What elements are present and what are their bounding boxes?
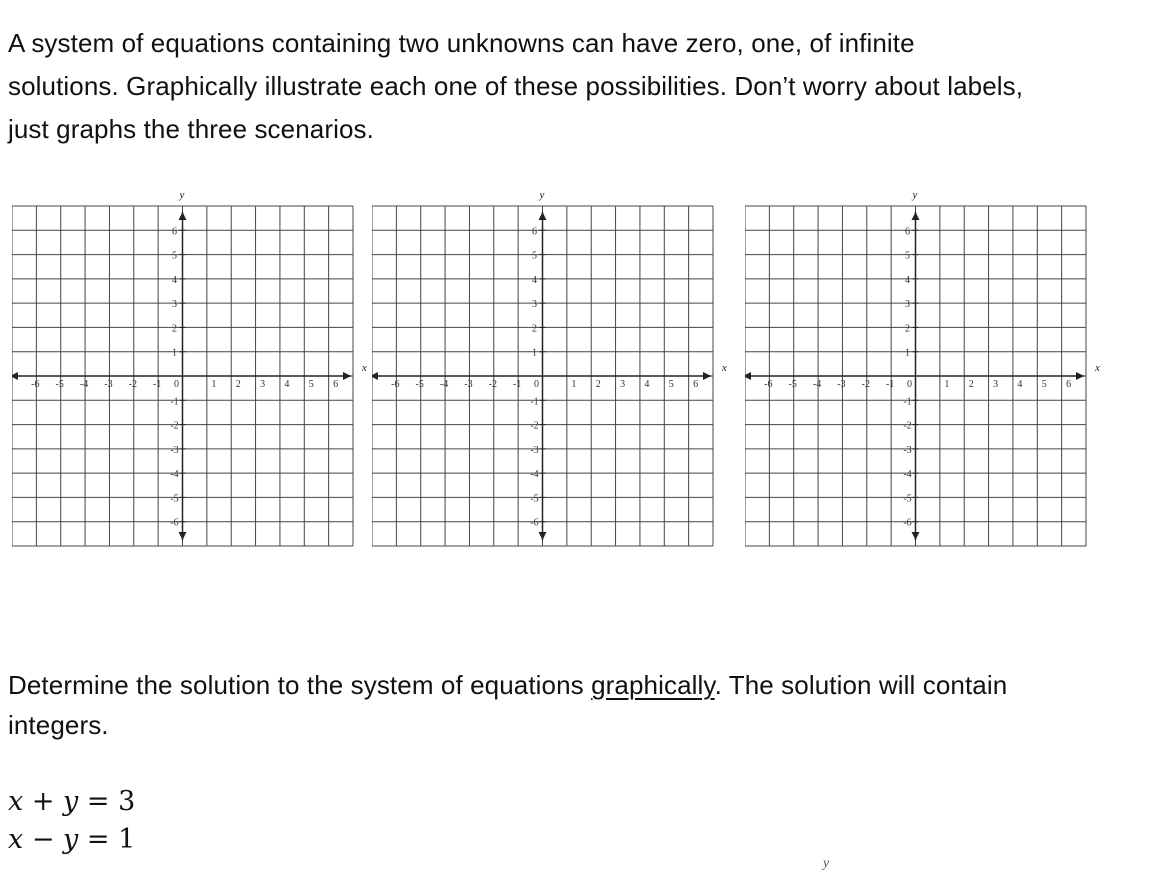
question-1-line-2: solutions. Graphically illustrate each one of these possibilities. Don’t worry about labels,	[8, 71, 1024, 101]
origin-label: 0	[174, 379, 179, 390]
x-tick-label: -1	[885, 379, 895, 390]
y-tick-label: -3	[170, 444, 179, 456]
equation-1-eq: =	[86, 786, 110, 817]
question-1-line-3: just graphs the three scenarios.	[8, 114, 374, 144]
equation-1	[8, 786, 135, 817]
x-tick-label: 2	[595, 379, 601, 390]
y-axis-arrow-down	[912, 532, 920, 540]
x-tick-label: -3	[464, 379, 473, 390]
y-tick-label: 5	[905, 250, 910, 262]
x-tick-label: -6	[31, 379, 40, 390]
x-tick-label: -2	[128, 379, 137, 390]
question-2-text-before: Determine the solution to the system of equations	[8, 670, 592, 700]
x-tick-label: 3	[260, 379, 266, 390]
x-axis-arrow-right	[343, 372, 351, 380]
y-tick-label: -6	[530, 517, 539, 529]
y-tick-label: 4	[532, 274, 537, 286]
y-tick-label: 5	[172, 250, 177, 262]
question-2-underlined-word: graphically	[591, 670, 715, 700]
y-tick-label: -2	[170, 420, 179, 432]
y-tick-label: -1	[170, 396, 179, 408]
y-tick-label: 2	[172, 323, 177, 335]
y-tick-label: 1	[905, 347, 910, 359]
y-tick-label: 5	[532, 250, 537, 262]
x-tick-label: -1	[512, 379, 522, 390]
question-1-line-1: A system of equations containing two unknowns can have zero, one, of infinite	[8, 28, 915, 58]
equation-1-value: 3	[118, 786, 136, 817]
x-tick-label: 5	[1041, 379, 1047, 390]
y-tick-label: -1	[530, 396, 539, 408]
x-tick-label: 6	[1066, 379, 1072, 390]
y-tick-label: -2	[530, 420, 539, 432]
equation-1-right: y	[63, 786, 79, 817]
y-axis-arrow-up	[539, 212, 547, 220]
x-tick-label: 5	[668, 379, 674, 390]
grid-svg[interactable]	[372, 185, 737, 550]
origin-label: 0	[907, 379, 912, 390]
x-tick-label: -5	[415, 379, 424, 390]
x-tick-label: 4	[1017, 379, 1023, 390]
y-tick-label: -4	[170, 469, 179, 481]
y-tick-label: 1	[532, 347, 537, 359]
question-2-text	[8, 665, 1156, 745]
origin-label: 0	[534, 379, 539, 390]
x-tick-label: 6	[693, 379, 699, 390]
x-tick-label: 3	[993, 379, 999, 390]
y-tick-label: 3	[172, 299, 177, 311]
x-tick-label: 6	[333, 379, 339, 390]
x-tick-label: 1	[944, 379, 950, 390]
y-tick-label: -3	[903, 444, 912, 456]
y-tick-label: 3	[905, 299, 910, 311]
x-tick-label: -5	[788, 379, 797, 390]
y-tick-label: 6	[172, 226, 177, 238]
y-tick-label: 6	[905, 226, 910, 238]
y-tick-label: 3	[532, 299, 537, 311]
y-tick-label: 2	[532, 323, 537, 335]
y-tick-label: -6	[903, 517, 912, 529]
x-tick-label: -4	[812, 379, 822, 390]
x-tick-label: 2	[235, 379, 241, 390]
y-axis-arrow-down	[539, 532, 547, 540]
question-1-text	[8, 22, 1156, 151]
x-tick-label: 1	[571, 379, 577, 390]
x-tick-label: -3	[837, 379, 846, 390]
y-tick-label: -3	[530, 444, 539, 456]
x-tick-label: -4	[439, 379, 449, 390]
y-tick-label: -4	[903, 469, 912, 481]
y-axis-label: y	[539, 189, 545, 201]
question-2-text-after: . The solution will contain	[714, 670, 1008, 700]
x-tick-label: 3	[620, 379, 626, 390]
equation-2-op: −	[31, 824, 55, 855]
y-tick-label: -1	[903, 396, 912, 408]
x-tick-label: 4	[284, 379, 290, 390]
coordinate-grid-3[interactable]	[745, 185, 1110, 550]
equation-2	[8, 824, 135, 855]
x-axis-arrow-right	[703, 372, 711, 380]
x-axis-arrow-left	[372, 372, 378, 380]
x-axis-arrow-left	[12, 372, 18, 380]
y-axis-arrow-up	[179, 212, 187, 220]
equation-2-right: y	[63, 824, 79, 855]
x-tick-label: 1	[211, 379, 217, 390]
y-axis-arrow-up	[912, 212, 920, 220]
y-tick-label: -6	[170, 517, 179, 529]
y-tick-label: 6	[532, 226, 537, 238]
equation-1-left: x	[8, 786, 24, 817]
x-tick-label: -5	[55, 379, 64, 390]
y-tick-label: -5	[903, 493, 912, 505]
equation-1-op: +	[31, 786, 55, 817]
y-axis-label: y	[179, 189, 185, 201]
question-2-line-2: integers.	[8, 710, 109, 740]
grid-svg[interactable]	[12, 185, 377, 550]
x-axis-label: x	[1095, 362, 1100, 374]
y-tick-label: -5	[530, 493, 539, 505]
coordinate-grid-1[interactable]	[12, 185, 377, 550]
x-axis-arrow-right	[1076, 372, 1084, 380]
x-tick-label: -1	[152, 379, 162, 390]
grid-svg[interactable]	[745, 185, 1110, 550]
x-tick-label: -2	[488, 379, 497, 390]
y-tick-label: 4	[905, 274, 910, 286]
x-axis-label: x	[722, 362, 727, 374]
y-axis-label: y	[912, 189, 918, 201]
x-axis-label: x	[362, 362, 367, 374]
y-tick-label: 2	[905, 323, 910, 335]
x-tick-label: -6	[764, 379, 773, 390]
x-tick-label: 5	[308, 379, 314, 390]
coordinate-grid-2[interactable]	[372, 185, 737, 550]
y-tick-label: -4	[530, 469, 539, 481]
y-axis-arrow-down	[179, 532, 187, 540]
equation-2-left: x	[8, 824, 24, 855]
x-tick-label: 2	[968, 379, 974, 390]
x-tick-label: 4	[644, 379, 650, 390]
y-tick-label: -2	[903, 420, 912, 432]
equation-2-eq: =	[86, 824, 110, 855]
x-tick-label: -6	[391, 379, 400, 390]
equation-2-value: 1	[118, 824, 136, 855]
y-tick-label: 1	[172, 347, 177, 359]
y-tick-label: -5	[170, 493, 179, 505]
x-axis-arrow-left	[745, 372, 751, 380]
x-tick-label: -4	[79, 379, 89, 390]
x-tick-label: -2	[861, 379, 870, 390]
x-tick-label: -3	[104, 379, 113, 390]
stray-mark: y	[823, 856, 830, 871]
y-tick-label: 4	[172, 274, 177, 286]
